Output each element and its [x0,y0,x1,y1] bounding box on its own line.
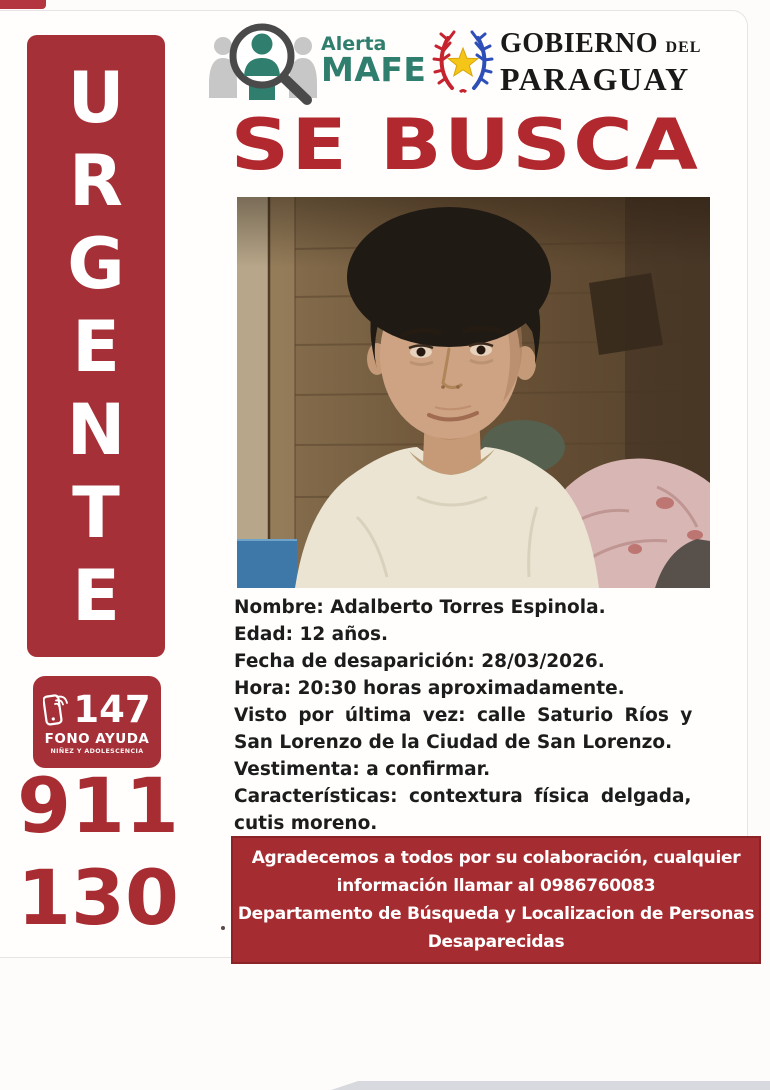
phone-icon [43,690,69,730]
detail-caracteristicas-2: cutis moreno. [234,813,378,834]
detail-vestimenta: Vestimenta: a confirmar. [234,759,491,780]
corner-artifact [0,0,46,9]
notice-line-1: Agradecemos a todos por su colaboración, cualquier [251,848,741,868]
bottom-edge-strip [0,1081,770,1090]
gobierno-paraguay-wordmark [500,29,701,95]
detail-hora: Hora: 20:30 horas aproximadamente. [234,678,625,699]
magnifier-people-icon [203,14,321,106]
notice-line-4: Desaparecidas [427,932,565,952]
person-details [234,594,716,837]
detail-fecha: Fecha de desaparición: 28/03/2026. [234,651,605,672]
urgente-label: URGENTE [66,57,126,637]
notice-line-3: Departamento de Búsqueda y Localizacion de Personas [237,904,755,924]
detail-visto-1: Visto por última vez: calle Saturio Ríos y [234,705,693,726]
detail-nombre: Nombre: Adalberto Torres Espinola. [234,597,606,618]
collaboration-notice [231,836,761,964]
detail-caracteristicas-1: Características: contextura física delgada, [234,786,692,807]
speck-artifact [221,926,225,930]
fono-ayuda-number: 147 [73,687,151,731]
notice-line-2: información llamar al 0986760083 [336,876,656,896]
fono-ayuda-sublabel: NIÑEZ Y ADOLESCENCIA [50,747,144,755]
gobierno-label: GOBIERNO [500,28,659,59]
mafe-label: MAFE [321,50,427,89]
laurel-star-emblem-icon [430,22,496,96]
urgente-banner [27,35,165,657]
emergency-number-911: 911 [17,761,179,850]
detail-visto-2: San Lorenzo de la Ciudad de San Lorenzo. [234,732,673,753]
photo-illustration [237,197,710,588]
missing-person-photo [237,197,710,588]
emergency-number-130: 130 [17,853,179,942]
fono-ayuda-label: FONO AYUDA [44,730,150,747]
page-title: SE BUSCA [230,104,700,186]
detail-edad: Edad: 12 años. [234,624,389,645]
fono-ayuda-badge [33,676,161,768]
paraguay-label: PARAGUAY [500,61,690,97]
emergency-numbers [13,760,182,944]
alerta-mafe-wordmark [321,33,427,89]
alerta-label: Alerta [321,33,387,55]
del-label: DEL [665,39,702,56]
